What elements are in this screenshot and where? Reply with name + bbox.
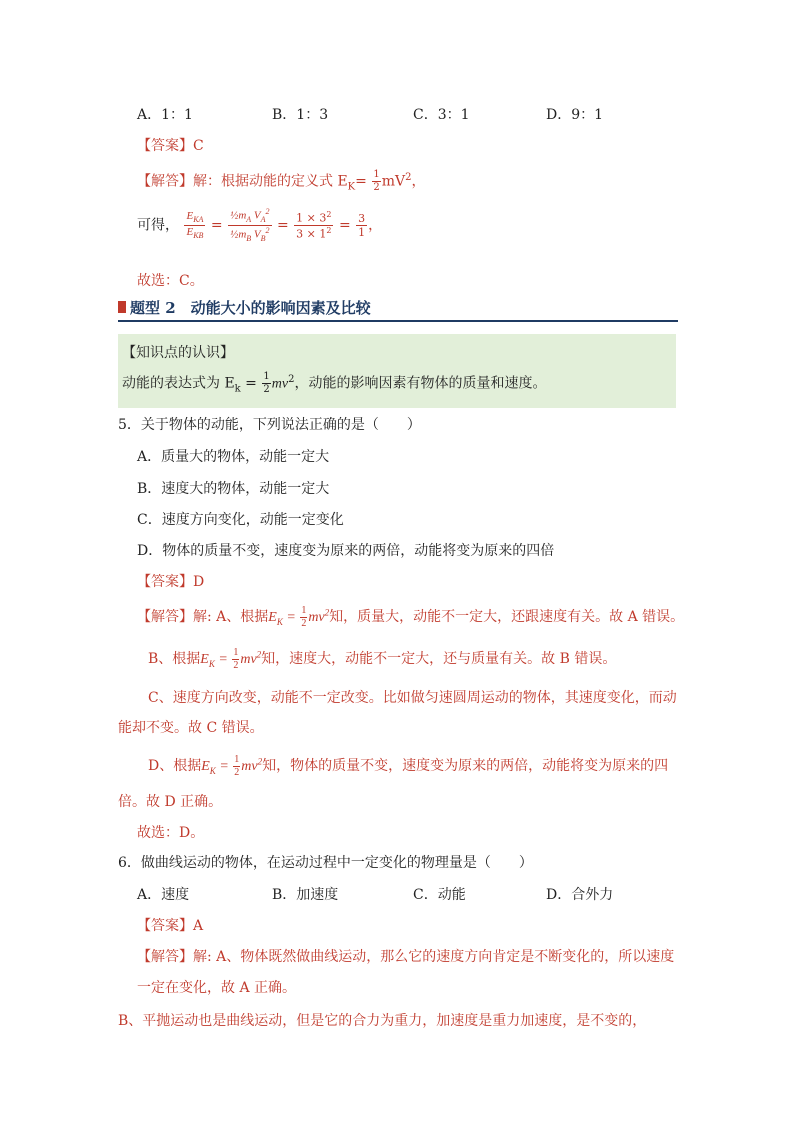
half: [233, 755, 240, 778]
q5-solution-d-line1: [148, 755, 668, 778]
q5-option-a: A．质量大的物体，动能一定大: [137, 449, 330, 465]
sup: 2: [265, 207, 270, 216]
mv: mv: [271, 376, 289, 392]
section-marker: [118, 301, 126, 313]
q4-answer: 【答案】C: [137, 138, 204, 154]
sup: 2: [257, 756, 263, 767]
numeric-fraction: [294, 211, 333, 239]
pre: D、根据: [148, 758, 202, 774]
section-title-bar: [118, 296, 678, 322]
q5-solution-a: [137, 606, 684, 629]
solution-label: 【解答】: [137, 173, 193, 190]
num: 1: [373, 169, 380, 180]
q4-solution-line1: [137, 170, 425, 193]
post: 知，物体的质量不变，速度变为原来的两倍，动能将变为原来的四: [262, 758, 669, 774]
q4-option-d: D．9：1: [546, 107, 604, 123]
post: 知，速度大，动能不一定大，还与质量有关。故 B 错误。: [261, 651, 617, 667]
num: 1: [263, 371, 270, 382]
half: [232, 648, 239, 671]
knowledge-header: 【知识点的认识】: [122, 345, 234, 361]
q6-solution-a-line2: 一定在变化，故 A 正确。: [137, 980, 297, 996]
den: [184, 226, 205, 240]
q4-option-c: C．3：1: [413, 107, 470, 123]
q5-final-choice: 故选：D。: [137, 825, 205, 841]
q4-solution-line2: [137, 208, 382, 243]
sub: K: [208, 658, 215, 669]
num: $\frac{1}{2}m_A$ $V_A^2$: [230, 207, 270, 224]
eq: =: [338, 217, 351, 234]
solution-label: 【解答】: [137, 609, 193, 625]
sub: k: [234, 383, 241, 395]
sub: K: [347, 181, 356, 193]
q5-solution-d-line2: 倍。故 D 正确。: [118, 794, 223, 810]
eq: =: [355, 173, 372, 190]
n: 1 × 3: [296, 211, 327, 225]
q6-stem: 6．做曲线运动的物体，在运动过程中一定变化的物理量是（ ）: [118, 855, 533, 871]
q6-answer: 【答案】A: [137, 918, 204, 934]
den: [294, 226, 333, 240]
num: 1: [234, 754, 240, 766]
pre: 动能的表达式为 E: [122, 375, 235, 392]
sub: K: [276, 616, 283, 627]
den: 1: [358, 225, 366, 239]
sub: KA: [193, 214, 204, 224]
sup: 2: [326, 210, 332, 220]
section-title: 题型 2 动能大小的影响因素及比较: [130, 299, 371, 317]
q6-option-b: B．加速度: [272, 887, 339, 903]
result-fraction: [356, 213, 367, 238]
q5-solution-b: [148, 648, 616, 671]
half: [300, 606, 307, 629]
prefix: 可得，: [137, 217, 179, 234]
sub: B: [260, 233, 266, 243]
q5-solution-c-line1: C、速度方向改变，动能不一定改变。比如做匀速圆周运动的物体，其速度变化，而动: [148, 690, 677, 706]
q4-option-a: A．1：1: [137, 107, 193, 123]
ek-formula: $E_K$ = $\frac{1}{2}$ $mv^2$: [201, 754, 263, 779]
q5-option-b: B．速度大的物体，动能一定大: [137, 481, 330, 497]
e: E: [186, 225, 194, 238]
num: [294, 211, 333, 226]
post: ，动能的影响因素有物体的质量和速度。: [294, 375, 547, 392]
comma: ，: [411, 173, 426, 190]
q5-answer: 【答案】D: [137, 574, 205, 590]
eq: =: [210, 217, 223, 234]
sup: 2: [405, 171, 412, 183]
sup: 2: [256, 649, 262, 660]
den: 2: [263, 384, 270, 395]
den: 2: [233, 660, 239, 672]
sup: 2: [324, 607, 330, 618]
half-fraction: [372, 170, 380, 193]
eq: =: [276, 217, 289, 234]
q6-solution-b-line1: B、平抛运动也是曲线运动，但是它的合力为重力，加速度是重力加速度，是不变的，: [118, 1013, 647, 1029]
num: [184, 211, 205, 226]
knowledge-box: [118, 334, 676, 408]
q6-solution-a-line1: [137, 946, 674, 966]
den: $\frac{1}{2}m_B$ $V_B^2$: [230, 225, 270, 243]
sub: B: [246, 233, 252, 243]
q5-option-c: C．速度方向变化，动能一定变化: [137, 512, 344, 528]
knowledge-body: [122, 372, 546, 395]
q4-option-b: B．1：3: [272, 107, 329, 123]
num: 1: [233, 647, 239, 659]
q5-option-d: D．物体的质量不变，速度变为原来的两倍，动能将变为原来的四倍: [137, 543, 555, 559]
q5-solution-c-line2: 能却不变。故 C 错误。: [118, 720, 264, 736]
pre: B、根据: [148, 651, 201, 667]
eq: =: [240, 375, 262, 392]
mv-ratio-fraction: [228, 208, 271, 243]
den: 2: [373, 182, 380, 193]
energy-ratio-fraction: [184, 211, 205, 240]
half-fraction: [262, 372, 270, 395]
pre: 解: A、根据: [193, 609, 269, 625]
q6-option-d: D．合外力: [546, 887, 614, 903]
q6-option-a: A．速度: [137, 887, 190, 903]
d: 3 × 1: [296, 227, 327, 241]
sub: KB: [193, 231, 204, 241]
den: 2: [301, 618, 307, 630]
comma: ，: [368, 217, 383, 234]
ek-formula: $E_K$ = $\frac{1}{2}$ $mv^2$: [268, 605, 330, 630]
num: 3: [358, 211, 366, 225]
text: 解: A、物体既然做曲线运动，那么它的速度方向肯定是不断变化的，所以速度: [193, 949, 675, 965]
q4-final-choice: 故选：C。: [137, 273, 204, 289]
q6-option-c: C．动能: [413, 887, 466, 903]
num: 1: [301, 605, 307, 617]
solution-label: 【解答】: [137, 949, 193, 965]
sup: 2: [326, 225, 332, 235]
sup: 2: [265, 225, 270, 235]
sub: A: [246, 214, 252, 224]
sup: 2: [288, 373, 295, 385]
den: 2: [234, 767, 240, 779]
post: 知，质量大，动能不一定大，还跟速度有关。故 A 错误。: [329, 609, 685, 625]
sol-text: 解：根据动能的定义式 E: [193, 173, 348, 190]
mv: mV: [381, 173, 406, 190]
sub: A: [260, 214, 266, 224]
q5-stem: 5．关于物体的动能，下列说法正确的是（ ）: [118, 417, 421, 433]
ek-formula: $E_K$ = $\frac{1}{2}$ $mv^2$: [200, 647, 262, 672]
e: E: [186, 209, 194, 222]
sub: K: [209, 765, 216, 776]
